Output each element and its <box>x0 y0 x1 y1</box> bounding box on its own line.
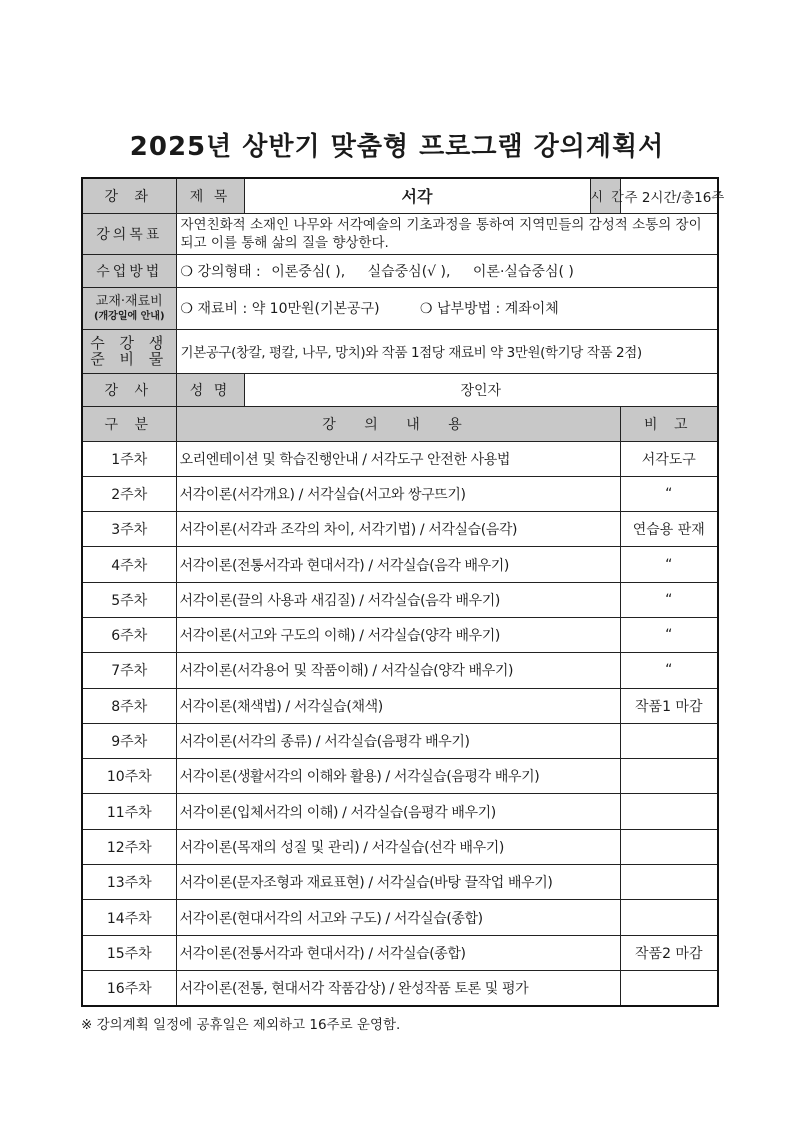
content-cell: 서각이론(채색법) / 서각실습(채색) <box>176 688 620 723</box>
note-cell: 작품1 마감 <box>620 688 718 723</box>
note-cell: “ <box>620 617 718 652</box>
note-cell <box>620 794 718 829</box>
week-cell: 4주차 <box>82 547 176 582</box>
week-cell: 7주차 <box>82 653 176 688</box>
col-content-header: 강 의 내 용 <box>176 406 620 441</box>
footnote: ※ 강의계획 일정에 공휴일은 제외하고 16주로 운영함. <box>81 1017 401 1033</box>
schedule-row <box>82 547 718 582</box>
note-cell: “ <box>620 582 718 617</box>
schedule-row <box>82 865 718 900</box>
note-cell: “ <box>620 653 718 688</box>
schedule-row <box>82 900 718 935</box>
col-note-header: 비 고 <box>620 406 718 441</box>
content-cell: 서각이론(서각용어 및 작품이해) / 서각실습(양각 배우기) <box>176 653 620 688</box>
content-cell: 서각이론(서각개요) / 서각실습(서고와 쌍구뜨기) <box>176 476 620 511</box>
prep-label-cell <box>82 329 176 373</box>
week-cell: 9주차 <box>82 723 176 758</box>
schedule-row <box>82 759 718 794</box>
subject-value: 서각 <box>244 178 590 213</box>
schedule-row <box>82 935 718 970</box>
week-cell: 3주차 <box>82 512 176 547</box>
prep-row <box>82 329 718 373</box>
instructor-label: 강 사 <box>82 373 176 406</box>
note-cell <box>620 900 718 935</box>
prep-label-line1: 수 강 생 <box>90 334 169 352</box>
content-cell: 서각이론(목재의 성질 및 관리) / 서각실습(선각 배우기) <box>176 829 620 864</box>
material-label-cell <box>82 287 176 329</box>
schedule-row <box>82 617 718 652</box>
lecture-plan-table <box>81 177 725 1007</box>
subject-label: 제 목 <box>176 178 244 213</box>
material-sublabel: (개강일에 안내) <box>93 310 165 322</box>
week-cell: 2주차 <box>82 476 176 511</box>
week-cell: 13주차 <box>82 865 176 900</box>
goal-row <box>82 213 718 254</box>
schedule-row <box>82 794 718 829</box>
name-label: 성 명 <box>176 373 244 406</box>
course-row <box>82 178 718 213</box>
week-cell: 16주차 <box>82 970 176 1005</box>
method-label: 수업방법 <box>82 254 176 287</box>
week-cell: 8주차 <box>82 688 176 723</box>
content-cell: 서각이론(전통서각과 현대서각) / 서각실습(종합) <box>176 935 620 970</box>
prep-label-line2: 준 비 물 <box>90 350 169 368</box>
material-fee: ❍ 재료비 : 약 10만원(기본공구) <box>180 301 380 317</box>
week-cell: 1주차 <box>82 441 176 476</box>
material-label: 교재·재료비 <box>95 293 163 309</box>
schedule-row <box>82 688 718 723</box>
schedule-row <box>82 582 718 617</box>
schedule-row <box>82 512 718 547</box>
week-cell: 10주차 <box>82 759 176 794</box>
note-cell <box>620 759 718 794</box>
schedule-row <box>82 441 718 476</box>
note-cell: 연습용 판재 <box>620 512 718 547</box>
prep-value: 기본공구(창칼, 평칼, 나무, 망치)와 작품 1점당 재료비 약 3만원(학기당 작품 2점) <box>176 329 718 373</box>
schedule-row <box>82 723 718 758</box>
page-title: 2025년 상반기 맞춤형 프로그램 강의계획서 <box>129 132 665 162</box>
method-option-practice: 실습중심(√ ), <box>367 263 451 280</box>
note-cell: 작품2 마감 <box>620 935 718 970</box>
method-option-mixed: 이론·실습중심( ) <box>472 263 574 280</box>
week-cell: 15주차 <box>82 935 176 970</box>
goal-label: 강의목표 <box>82 213 176 254</box>
content-cell: 서각이론(서고와 구도의 이해) / 서각실습(양각 배우기) <box>176 617 620 652</box>
schedule-row <box>82 476 718 511</box>
goal-value: 자연친화적 소재인 나무와 서각예술의 기초과정을 통하여 지역민들의 감성적 소통의 장이 되고 이를 통해 삶의 질을 향상한다. <box>176 213 718 254</box>
method-option-theory: 이론중심( ), <box>271 263 346 280</box>
content-cell: 서각이론(전통, 현대서각 작품감상) / 완성작품 토론 및 평가 <box>176 970 620 1005</box>
material-value <box>176 287 718 329</box>
content-cell: 서각이론(생활서각의 이해와 활용) / 서각실습(음평각 배우기) <box>176 759 620 794</box>
material-row <box>82 287 718 329</box>
week-cell: 12주차 <box>82 829 176 864</box>
schedule-body <box>82 441 718 1006</box>
payment-method: ❍ 납부방법 : 계좌이체 <box>420 301 559 317</box>
schedule-row <box>82 829 718 864</box>
note-cell <box>620 829 718 864</box>
content-cell: 서각이론(현대서각의 서고와 구도) / 서각실습(종합) <box>176 900 620 935</box>
content-cell: 오리엔테이션 및 학습진행안내 / 서각도구 안전한 사용법 <box>176 441 620 476</box>
week-cell: 5주차 <box>82 582 176 617</box>
schedule-row <box>82 970 718 1005</box>
week-cell: 6주차 <box>82 617 176 652</box>
col-week-header: 구 분 <box>82 406 176 441</box>
note-cell: “ <box>620 547 718 582</box>
content-cell: 서각이론(입체서각의 이해) / 서각실습(음평각 배우기) <box>176 794 620 829</box>
schedule-header-row <box>82 406 718 441</box>
method-row <box>82 254 718 287</box>
note-cell <box>620 723 718 758</box>
course-label: 강 좌 <box>82 178 176 213</box>
content-cell: 서각이론(서각과 조각의 차이, 서각기법) / 서각실습(음각) <box>176 512 620 547</box>
week-cell: 11주차 <box>82 794 176 829</box>
note-cell: “ <box>620 476 718 511</box>
time-label: 시 간 <box>590 178 620 213</box>
content-cell: 서각이론(전통서각과 현대서각) / 서각실습(음각 배우기) <box>176 547 620 582</box>
content-cell: 서각이론(끌의 사용과 새김질) / 서각실습(음각 배우기) <box>176 582 620 617</box>
instructor-row <box>82 373 718 406</box>
week-cell: 14주차 <box>82 900 176 935</box>
method-prefix: ❍ 강의형태 : <box>180 263 261 280</box>
note-cell <box>620 865 718 900</box>
note-cell <box>620 970 718 1005</box>
method-value <box>176 254 718 287</box>
instructor-name: 장인자 <box>244 373 718 406</box>
time-value: 주 2시간/총16주 <box>620 178 718 213</box>
note-cell: 서각도구 <box>620 441 718 476</box>
content-cell: 서각이론(문자조형과 재료표현) / 서각실습(바탕 끌작업 배우기) <box>176 865 620 900</box>
schedule-row <box>82 653 718 688</box>
content-cell: 서각이론(서각의 종류) / 서각실습(음평각 배우기) <box>176 723 620 758</box>
